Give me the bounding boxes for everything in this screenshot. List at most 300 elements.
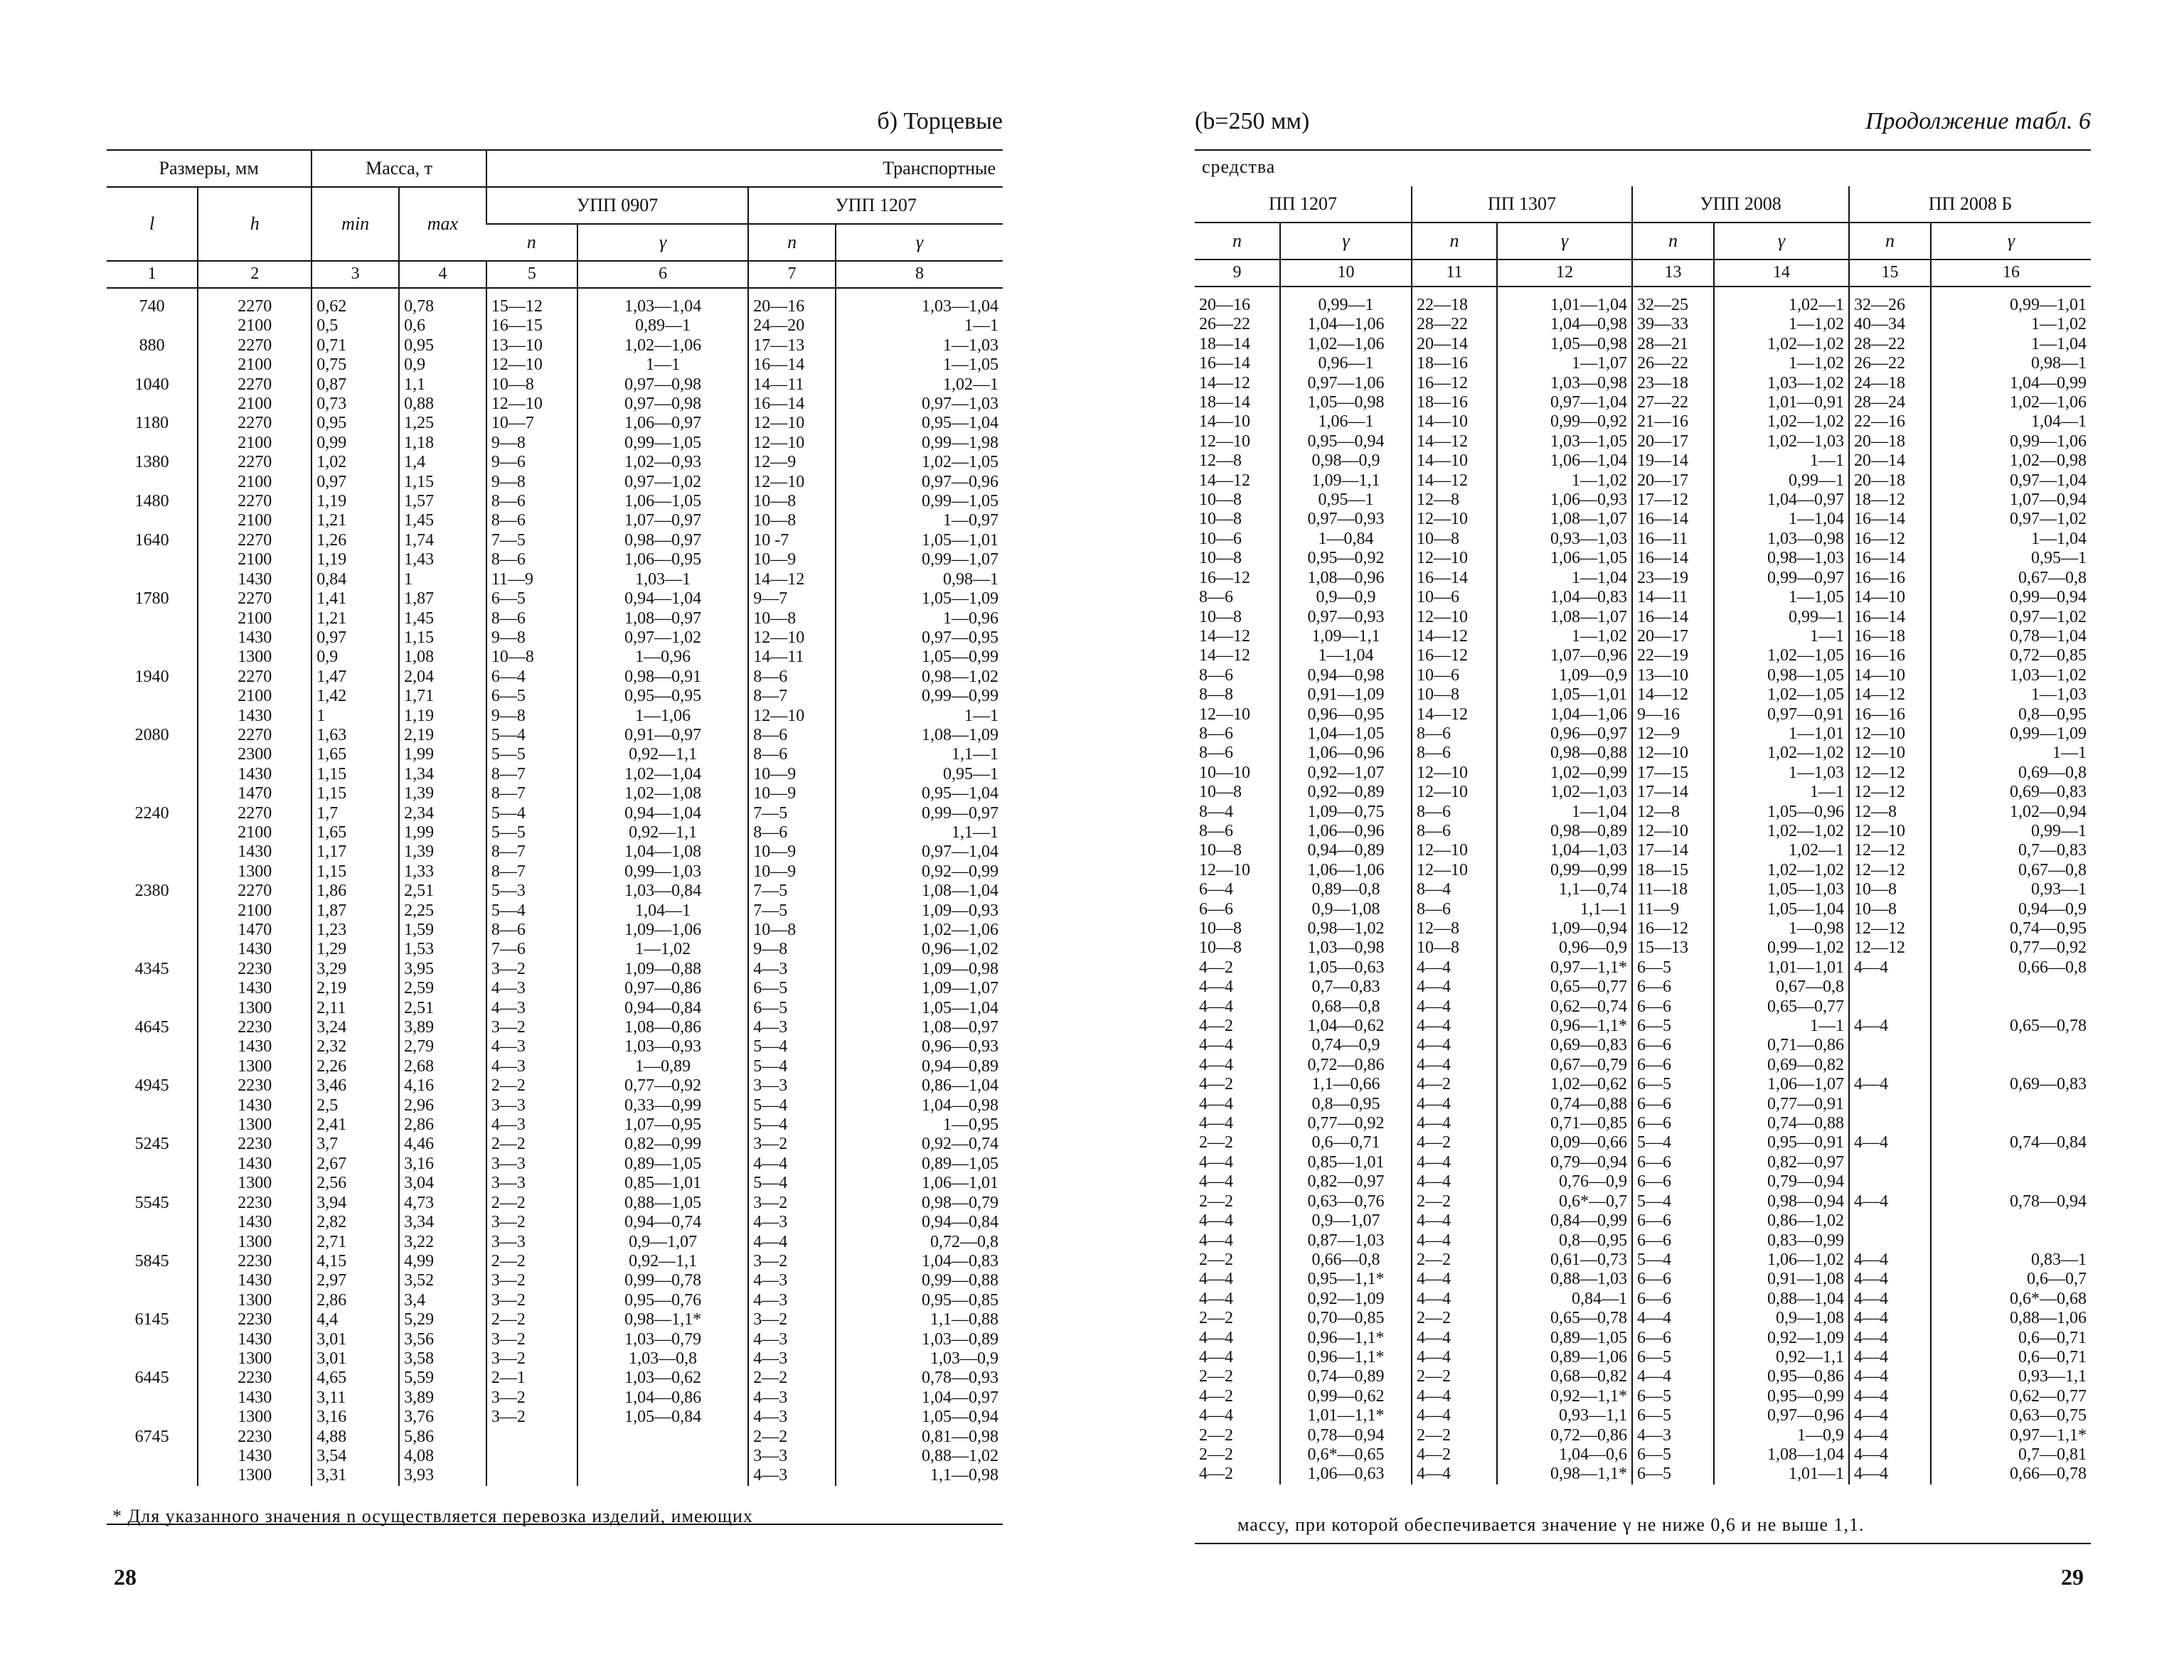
table-cell: 0,99—1 (1714, 471, 1849, 491)
table-cell: 0,71 (311, 336, 399, 355)
table-cell (107, 1466, 198, 1485)
table-cell: 2—2 (1199, 1133, 1233, 1152)
table-cell: 14—12 (1412, 705, 1497, 724)
table-cell: 10 -7 (748, 531, 836, 550)
table-row (107, 492, 1003, 511)
table-cell: 2,67 (311, 1155, 399, 1174)
table-cell: 6—5 (486, 687, 577, 706)
table-cell: 16—14 (1849, 510, 1931, 529)
table-cell: 9—7 (748, 589, 836, 609)
table-row (107, 745, 1003, 764)
table-cell: 1,06—1,02 (1714, 1251, 1849, 1270)
table-cell: 4,88 (311, 1428, 399, 1447)
table-cell: 3,24 (311, 1018, 399, 1037)
table-row (107, 979, 1003, 998)
table-cell: 18—16 (1412, 354, 1497, 373)
table-cell: 4—4 (1199, 1211, 1233, 1231)
table-cell: 8—6 (486, 492, 577, 511)
table-cell: 4—4 (1412, 978, 1497, 997)
table-cell: 1,04—1,05 (1280, 724, 1412, 744)
table-cell: 2230 (198, 1428, 311, 1447)
table-cell: 6745 (134, 1427, 169, 1446)
table-row (107, 765, 1003, 784)
table-cell: 1,7 (311, 804, 399, 823)
table-cell: 0,84 (311, 570, 399, 589)
table-cell: 10—8 (1849, 880, 1931, 899)
table-cell: 0,86—1,02 (1714, 1211, 1849, 1231)
table-cell: 1—1,05 (1714, 588, 1849, 607)
table-cell: 8—6 (1199, 821, 1233, 840)
table-cell: 2100 (198, 550, 311, 569)
col-gamma-header: γ (577, 224, 748, 261)
table-cell: 16—12 (1412, 374, 1497, 393)
table-cell: 0,99—0,99 (1497, 861, 1632, 880)
table-cell: 12—10 (1412, 608, 1497, 627)
table-cell (1849, 1095, 1931, 1114)
table-cell: 18—14 (1199, 334, 1250, 353)
table-cell: 6—6 (1632, 1329, 1714, 1348)
table-cell: 5545 (134, 1193, 169, 1212)
table-cell (1931, 1211, 2091, 1231)
table-cell: 6—5 (1632, 1406, 1714, 1425)
table-cell: 16—15 (486, 316, 577, 336)
table-cell: 14—11 (1632, 588, 1714, 607)
table-cell: 1,09—1,1 (1280, 471, 1412, 491)
table-cell (107, 1115, 198, 1135)
table-cell: 5,59 (399, 1369, 486, 1388)
table-cell: 0,96—1 (1280, 354, 1412, 373)
table-row (1195, 1348, 2091, 1367)
table-cell (1849, 1231, 1931, 1251)
table-cell: 24—20 (748, 316, 836, 336)
table-cell: 17—15 (1632, 764, 1714, 783)
table-cell: 10—8 (1849, 900, 1931, 919)
table-row (1195, 1095, 2091, 1114)
table-row (1195, 1114, 2091, 1133)
table-cell: 5—4 (1632, 1133, 1714, 1152)
table-cell: 4—4 (1849, 1192, 1931, 1211)
table-cell: 2270 (198, 804, 311, 823)
table-cell: 1—1,02 (1714, 354, 1849, 373)
table-cell (107, 1389, 198, 1408)
table-cell: 1430 (198, 1271, 311, 1290)
table-cell: 1,57 (399, 492, 486, 511)
table-cell: 2270 (198, 668, 311, 687)
table-cell: 10—8 (748, 511, 836, 530)
col-number: 6 (577, 261, 748, 288)
table-cell: 2230 (198, 1369, 311, 1388)
table-cell (577, 1428, 748, 1447)
table-cell: 1,02—0,62 (1497, 1075, 1632, 1094)
table-cell: 0,77—0,92 (1931, 938, 2091, 958)
table-cell: 0,93—1 (1931, 880, 2091, 899)
table-cell: 12—10 (748, 628, 836, 648)
table-cell: 1,1 (399, 375, 486, 395)
table-cell: 1—0,84 (1280, 530, 1412, 549)
table-cell: 0,6*—0,65 (1280, 1445, 1412, 1465)
table-cell: 0,99—1,06 (1931, 432, 2091, 451)
table-cell: 0,98—1,03 (1714, 549, 1849, 568)
table-cell: 1,02—1,06 (577, 336, 748, 355)
table-cell: 9—8 (486, 628, 577, 648)
table-cell: 13—10 (1632, 666, 1714, 685)
table-cell: 1—1,06 (577, 707, 748, 726)
table-cell: 2,56 (311, 1174, 399, 1193)
table-row (1195, 510, 2091, 529)
table-cell: 1,05—1,01 (836, 531, 1003, 550)
table-cell: 0,67—0,79 (1497, 1056, 1632, 1075)
table-cell: 19—14 (1632, 451, 1714, 471)
table-cell: 1—0,95 (836, 1115, 1003, 1135)
table-cell: 1,02—1,05 (836, 453, 1003, 472)
table-cell: 1,02—0,98 (1931, 451, 2091, 471)
table-cell: 6—5 (1632, 1075, 1714, 1094)
table-row (107, 1194, 1003, 1213)
table-cell: 5,29 (399, 1310, 486, 1329)
table-cell: 0,98—1,05 (1714, 666, 1849, 685)
footnote: * Для указанного значения n осуществляется перевозка изделий, имеющих (112, 1506, 753, 1526)
table-cell: 4—4 (1849, 1309, 1931, 1328)
table-cell: 2,51 (399, 882, 486, 901)
table-cell: 0,89—0,8 (1280, 880, 1412, 899)
table-cell: 0,92—1,1 (577, 823, 748, 842)
table-cell: 0,97—0,86 (577, 979, 748, 998)
table-cell: 10—8 (1199, 919, 1242, 938)
col-gamma-header: γ (1931, 223, 2091, 260)
table-cell: 2100 (198, 395, 311, 414)
table-row (107, 1466, 1003, 1485)
table-cell: 4—4 (1412, 1114, 1497, 1133)
table-cell: 0,97—1,04 (1497, 393, 1632, 412)
table-row (1195, 861, 2091, 880)
table-cell: 4,4 (311, 1310, 399, 1329)
table-cell: 1,09—0,75 (1280, 803, 1412, 822)
table-cell (107, 1057, 198, 1076)
table-cell: 0,79—0,94 (1497, 1153, 1632, 1172)
table-row (107, 1018, 1003, 1037)
table-cell: 4—3 (748, 960, 836, 979)
table-cell: 3,22 (399, 1233, 486, 1252)
table-cell: 0,89—1,05 (577, 1155, 748, 1174)
table-cell: 1,03—1,02 (1931, 666, 2091, 685)
table-cell: 1300 (198, 648, 311, 667)
table-cell: 4—4 (1199, 1152, 1233, 1172)
table-cell: 1,09—0,98 (836, 960, 1003, 979)
col-n-header: n (1195, 223, 1280, 260)
table-cell: 0,97—0,98 (577, 375, 748, 395)
table-cell: 1,03—1,02 (1714, 374, 1849, 393)
table-cell: 1,02—1 (1714, 287, 1849, 315)
table-cell: 1430 (198, 628, 311, 648)
table-cell: 2,19 (399, 726, 486, 745)
table-cell: 4—4 (1199, 1094, 1233, 1113)
table-cell: 0,62—0,77 (1931, 1387, 2091, 1406)
col-number: 8 (836, 261, 1003, 288)
table-cell: 0,66—0,8 (1280, 1251, 1412, 1270)
table-cell: 14—12 (1632, 685, 1714, 705)
table-cell: 1,06—1,04 (1497, 451, 1632, 471)
table-cell: 1300 (198, 1115, 311, 1135)
table-cell: 8—7 (486, 842, 577, 862)
table-cell (486, 1428, 577, 1447)
table-cell: 6—6 (1199, 899, 1233, 919)
table-cell: 8—7 (748, 687, 836, 706)
table-cell: 20—16 (748, 288, 836, 316)
table-row (1195, 1367, 2091, 1386)
table-cell: 0,99—1,02 (1714, 938, 1849, 958)
table-cell: 17—13 (748, 336, 836, 355)
table-cell: 4—4 (1199, 1270, 1233, 1289)
table-cell: 3,29 (311, 960, 399, 979)
table-cell: 18—15 (1632, 861, 1714, 880)
table-row (107, 395, 1003, 414)
table-cell: 10—8 (1199, 783, 1242, 802)
table-cell: 1,02 (311, 453, 399, 472)
table-row (107, 1155, 1003, 1174)
table-cell: 2,04 (399, 668, 486, 687)
table-cell: 4—4 (1199, 1347, 1233, 1366)
table-cell: 3,16 (311, 1408, 399, 1427)
table-cell: 2380 (134, 882, 169, 901)
table-cell: 6—5 (1632, 1348, 1714, 1367)
table-cell: 1300 (198, 1408, 311, 1427)
table-row (1195, 880, 2091, 899)
table-cell: 0,74—0,84 (1931, 1133, 2091, 1152)
table-row (107, 531, 1003, 550)
table-row (107, 1057, 1003, 1076)
table-cell: 2—2 (1199, 1250, 1233, 1269)
table-cell: 0,65—0,77 (1714, 997, 1849, 1017)
table-row (107, 1408, 1003, 1427)
table-cell: 1470 (198, 784, 311, 803)
table-row (1195, 1309, 2091, 1328)
table-cell: 4—4 (1199, 1231, 1233, 1250)
table-cell: 0,95—0,85 (836, 1291, 1003, 1310)
col-gamma-header: γ (1497, 223, 1632, 260)
table-cell: 0,98—1 (836, 570, 1003, 589)
table-cell: 0,92—1,1* (1497, 1387, 1632, 1406)
table-cell: 0,95—0,76 (577, 1291, 748, 1310)
table-cell: 1,05—0,98 (1497, 335, 1632, 354)
col-n-header: n (1632, 223, 1714, 260)
table-cell: 0,98—1,02 (836, 668, 1003, 687)
table-cell: 3,7 (311, 1135, 399, 1154)
table-cell: 12—12 (1849, 938, 1931, 958)
table-cell: 0,95 (399, 336, 486, 355)
table-row (1195, 1231, 2091, 1251)
table-cell: 1 (399, 570, 486, 589)
table-cell: 0,98—1 (1931, 354, 2091, 373)
table-row (1195, 1211, 2091, 1231)
table-cell: 6—5 (748, 999, 836, 1018)
table-cell: 14—12 (1849, 685, 1931, 705)
table-cell: 3—3 (486, 1174, 577, 1193)
table-cell: 1,04—1,08 (577, 842, 748, 862)
table-cell: 1380 (134, 453, 169, 472)
table-cell: 1,1—1 (1497, 900, 1632, 919)
table-cell: 1,74 (399, 531, 486, 550)
table-cell: 8—6 (1412, 724, 1497, 744)
table-cell: 2230 (198, 1310, 311, 1329)
table-cell: 0,99—0,62 (1280, 1387, 1412, 1406)
table-cell: 1,05—1,04 (836, 999, 1003, 1018)
table-row (107, 609, 1003, 628)
table-cell: 4—3 (486, 999, 577, 1018)
table-row (1195, 1153, 2091, 1172)
table-cell: 6145 (134, 1310, 169, 1329)
table-cell: 1,04—1,06 (1280, 315, 1412, 334)
table-cell (107, 1271, 198, 1290)
table-cell (107, 1349, 198, 1369)
table-cell: 0,98—1,02 (1280, 919, 1412, 938)
table-row (107, 784, 1003, 803)
table-row (107, 1115, 1003, 1135)
table-cell: 1,03—0,98 (1497, 374, 1632, 393)
table-cell: 8—6 (486, 511, 577, 530)
table-cell: 4—4 (1412, 1329, 1497, 1348)
table-cell: 2,51 (399, 999, 486, 1018)
table-cell: 1,04—0,98 (1497, 315, 1632, 334)
table-cell: 1,53 (399, 940, 486, 959)
table-cell: 14—10 (1849, 588, 1931, 607)
table-cell: 0,97—1,02 (1931, 510, 2091, 529)
table-cell: 6—6 (1632, 978, 1714, 997)
table-cell: 1,02—1 (836, 375, 1003, 395)
table-cell: 0,66—0,8 (1931, 958, 2091, 978)
table-row (1195, 1172, 2091, 1192)
table-cell: 14—12 (748, 570, 836, 589)
table-cell: 16—14 (1849, 549, 1931, 568)
table-cell: 4—4 (1412, 1017, 1497, 1036)
table-cell: 0,95—0,92 (1280, 549, 1412, 568)
table-cell: 1,06—0,96 (1280, 822, 1412, 841)
table-cell: 3—3 (486, 1233, 577, 1252)
table-cell: 0,72—0,8 (836, 1233, 1003, 1252)
table-cell: 1,03—0,8 (577, 1349, 748, 1369)
table-cell: 0,96—0,95 (1280, 705, 1412, 724)
table-cell: 0,99—1,03 (577, 862, 748, 882)
table-cell: 1—1,04 (1931, 530, 2091, 549)
table-cell: 4—4 (1849, 1133, 1931, 1152)
table-cell: 2—2 (1412, 1192, 1497, 1211)
table-cell: 16—16 (1849, 569, 1931, 588)
pp1207-header: ПП 1207 (1195, 186, 1412, 223)
table-cell: 23—19 (1632, 569, 1714, 588)
table-cell: 1300 (198, 1057, 311, 1076)
table-cell: 10—8 (1199, 841, 1242, 860)
table-cell: 0,62 (311, 288, 399, 316)
table-cell: 4—4 (1412, 1348, 1497, 1367)
table-cell: 14—12 (1199, 471, 1250, 490)
table-cell: 3—2 (486, 1389, 577, 1408)
table-cell: 2300 (198, 745, 311, 764)
table-cell: 4—3 (748, 1408, 836, 1427)
table-cell: 0,74—0,9 (1280, 1036, 1412, 1055)
table-cell: 20—14 (1849, 451, 1931, 471)
table-row (107, 1447, 1003, 1466)
table-cell: 2—2 (1412, 1309, 1497, 1328)
table-cell: 3—2 (748, 1310, 836, 1329)
table-cell: 8—8 (1199, 685, 1233, 705)
table-cell: 2080 (134, 725, 169, 744)
table-row (107, 589, 1003, 609)
table-cell: 2230 (198, 1135, 311, 1154)
table-cell: 8—7 (486, 784, 577, 803)
table-row (1195, 471, 2091, 491)
table-cell: 0,99—0,88 (836, 1271, 1003, 1290)
table-cell: 1,1—0,88 (836, 1310, 1003, 1329)
table-cell (107, 784, 198, 803)
table-cell: 0,9 (311, 648, 399, 667)
table-cell: 5—4 (748, 1096, 836, 1115)
table-cell: 12—10 (1849, 744, 1931, 763)
table-cell: 12—10 (1849, 724, 1931, 744)
table-cell: 0,88—1,02 (836, 1447, 1003, 1466)
table-cell: 1,02—1,05 (1714, 685, 1849, 705)
table-cell (107, 999, 198, 1018)
table-cell: 12—8 (1849, 803, 1931, 822)
table-row (107, 1349, 1003, 1369)
table-cell: 9—6 (486, 453, 577, 472)
transport-group-header: Транспортные (486, 151, 1003, 187)
table-cell (1931, 1114, 2091, 1133)
table-cell: 3,01 (311, 1349, 399, 1369)
footnote-continuation: массу, при которой обеспечивается значение γ не ниже 0,6 и не выше 1,1. (1237, 1514, 1865, 1535)
table-cell: 1,02—1,08 (577, 784, 748, 803)
table-cell: 0,93—1,1 (1931, 1367, 2091, 1386)
table-cell (107, 1330, 198, 1349)
table-row (1195, 1290, 2091, 1309)
table-cell: 2270 (198, 336, 311, 355)
table-cell: 2—2 (748, 1369, 836, 1388)
table-row (107, 511, 1003, 530)
table-cell: 1—1 (836, 707, 1003, 726)
table-cell: 10—9 (748, 862, 836, 882)
table-cell: 4—4 (748, 1233, 836, 1252)
table-cell: 1,06—0,63 (1280, 1465, 1412, 1484)
table-cell: 6445 (134, 1369, 169, 1388)
table-cell: 1—1,03 (836, 336, 1003, 355)
pp1307-header: ПП 1307 (1412, 186, 1632, 223)
table-cell: 0,6—0,71 (1280, 1133, 1412, 1152)
table-cell: 1,07—0,95 (577, 1115, 748, 1135)
table-cell: 0,9—1,07 (1280, 1211, 1412, 1231)
table-cell (107, 823, 198, 842)
table-cell: 12—9 (748, 453, 836, 472)
table-cell: 0,99—1 (1714, 608, 1849, 627)
table-row (1195, 1445, 2091, 1465)
table-cell: 0,68—0,82 (1497, 1367, 1632, 1386)
table-cell: 6—5 (1632, 1465, 1714, 1484)
table-cell: 1,01—1 (1714, 1465, 1849, 1484)
table-cell: 1,02—1,06 (1280, 335, 1412, 354)
table-cell: 1,19 (311, 492, 399, 511)
table-row (1195, 1133, 2091, 1152)
table-cell: 0,99—1 (1931, 822, 2091, 841)
table-cell: 0,99—1 (1280, 287, 1412, 315)
table-cell: 16—14 (748, 355, 836, 375)
table-row (1195, 315, 2091, 334)
table-cell: 8—7 (486, 862, 577, 882)
table-cell: 7—5 (486, 531, 577, 550)
table-cell: 0,99—1,01 (1931, 287, 2091, 315)
table-cell (107, 434, 198, 453)
table-cell: 2—1 (486, 1369, 577, 1388)
table-cell: 3,52 (399, 1271, 486, 1290)
table-cell: 1,15 (399, 473, 486, 492)
col-number: 7 (748, 261, 836, 288)
table-cell: 0,94—1,04 (577, 804, 748, 823)
